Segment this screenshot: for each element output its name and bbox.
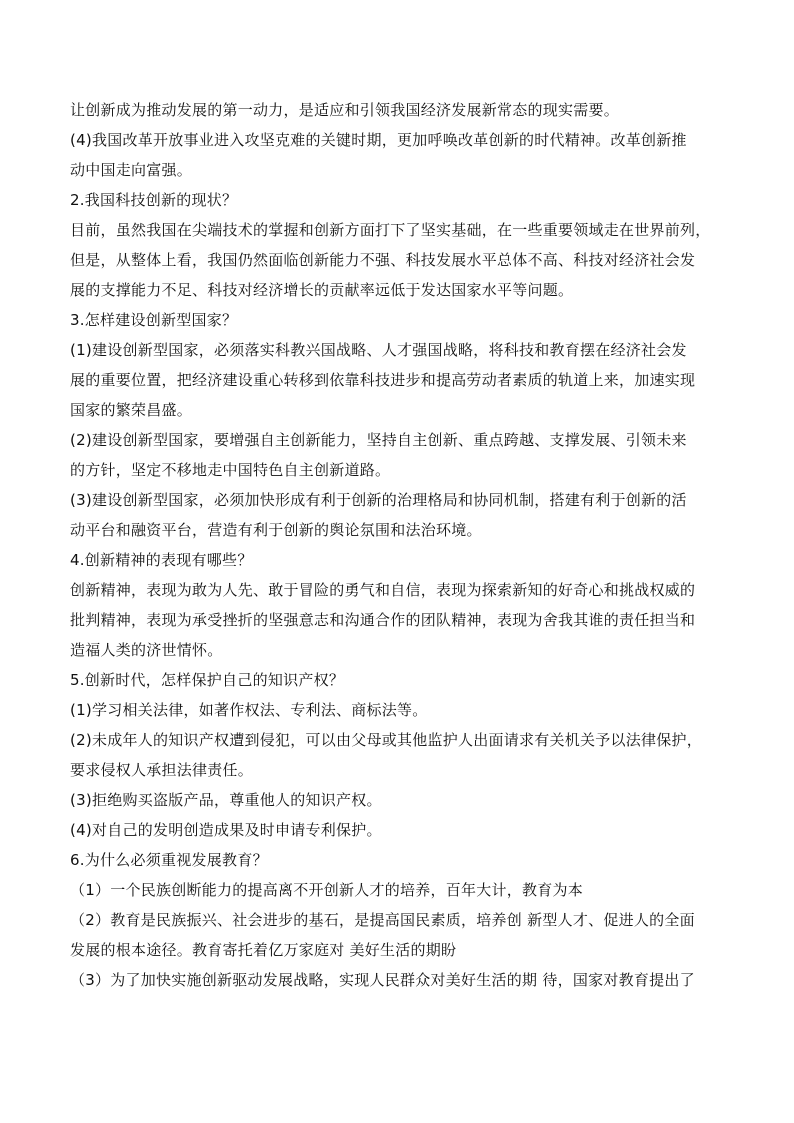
document-page — [70, 95, 730, 995]
text-line: 但是，从整体上看，我国仍然面临创新能力不强、科技发展水平总体不高、科技对经济社会发 — [70, 251, 696, 269]
text-line: 批判精神，表现为承受挫折的坚强意志和沟通合作的团队精神，表现为舍我其谁的责任担当和 — [70, 611, 696, 629]
section-heading: 4.创新精神的表现有哪些？ — [70, 551, 253, 569]
text-line: 发展的根本途径。教育寄托着亿万家庭对 美好生活的期盼 — [70, 941, 457, 959]
text-line: (1)建设创新型国家，必须落实科教兴国战略、人才强国战略，将科技和教育摆在经济社会发 — [70, 341, 687, 359]
text-line: 展的支撑能力不足、科技对经济增长的贡献率远低于发达国家水平等问题。 — [70, 281, 574, 299]
text-line: （1）一个民族创断能力的提高离不开创新人才的培养，百年大计，教育为本 — [70, 881, 584, 899]
text-line: 动中国走向富强。 — [70, 161, 193, 179]
section-heading: 6.为什么必须重视发展教育？ — [70, 851, 268, 869]
text-line: (1)学习相关法律，如著作权法、专利法、商标法等。 — [70, 701, 428, 719]
text-line: (2)建设创新型国家，要增强自主创新能力，坚持自主创新、重点跨越、支撑发展、引领未来 — [70, 431, 687, 449]
text-line: (4)对自己的发明创造成果及时申请专利保护。 — [70, 821, 382, 839]
section-heading: 5.创新时代，怎样保护自己的知识产权？ — [70, 671, 345, 689]
text-line: 造福人类的济世情怀。 — [70, 641, 223, 659]
text-line: (3)拒绝购买盗版产品，尊重他人的知识产权。 — [70, 791, 382, 809]
text-line: (4)我国改革开放事业进入攻坚克难的关键时期，更加呼唤改革创新的时代精神。改革创新推 — [70, 131, 687, 149]
text-line: （3）为了加快实施创新驱动发展战略，实现人民群众对美好生活的期 待，国家对教育提出了 — [70, 971, 695, 989]
text-line: 展的重要位置，把经济建设重心转移到依靠科技进步和提高劳动者素质的轨道上来，加速实现 — [70, 371, 696, 389]
section-heading: 2.我国科技创新的现状？ — [70, 191, 238, 209]
text-line: 的方针，坚定不移地走中国特色自主创新道路。 — [70, 461, 391, 479]
text-line: (3)建设创新型国家，必须加快形成有利于创新的治理格局和协同机制，搭建有利于创新的活 — [70, 491, 687, 509]
text-line: 目前，虽然我国在尖端技术的掌握和创新方面打下了坚实基础，在一些重要领域走在世界前列， — [70, 221, 711, 239]
text-line: 让创新成为推动发展的第一动力，是适应和引领我国经济发展新常态的现实需要。 — [70, 101, 620, 119]
text-line: 要求侵权人承担法律责任。 — [70, 761, 254, 779]
section-heading: 3.怎样建设创新型国家？ — [70, 311, 238, 329]
text-line: 创新精神，表现为敢为人先、敢于冒险的勇气和自信，表现为探索新知的好奇心和挑战权威的 — [70, 581, 696, 599]
text-line: （2）教育是民族振兴、社会进步的基石，是提高国民素质，培养创 新型人才、促进人的全面 — [70, 911, 695, 929]
text-line: 动平台和融资平台，营造有利于创新的舆论氛围和法治环境。 — [70, 521, 482, 539]
text-line: (2)未成年人的知识产权遭到侵犯，可以由父母或其他监护人出面请求有关机关予以法律保护， — [70, 731, 703, 749]
text-line: 国家的繁荣昌盛。 — [70, 401, 193, 419]
